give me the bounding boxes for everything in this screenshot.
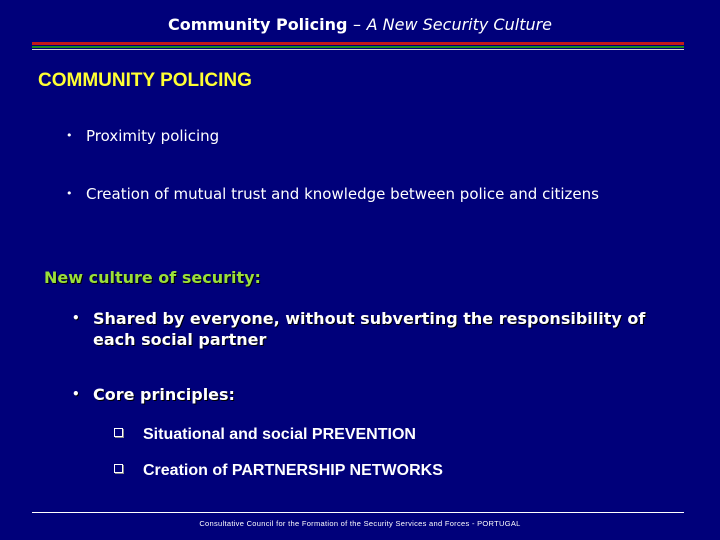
principle-text: Creation of PARTNERSHIP NETWORKS xyxy=(143,462,443,479)
list-item-text: Creation of mutual trust and knowledge between police and citizens xyxy=(86,185,599,203)
list-item-text: Proximity policing xyxy=(86,127,220,145)
list-item-text: Shared by everyone, without subverting the responsibility of each social partner xyxy=(93,309,646,349)
header-title-subtitle: A New Security Culture xyxy=(366,15,553,34)
footer-text: Consultative Council for the Formation of the Security Services and Forces - PORTUGAL xyxy=(199,519,521,528)
bullet-icon: • xyxy=(72,311,80,325)
principle-item xyxy=(114,426,416,444)
section-title: COMMUNITY POLICING xyxy=(38,70,252,91)
header-rule-green xyxy=(32,46,684,48)
square-bullet-icon xyxy=(114,428,123,437)
bullet-icon: • xyxy=(66,187,73,200)
new-culture-heading: New culture of security: xyxy=(44,268,261,287)
header-title-main: Community Policing xyxy=(167,15,348,34)
list-item xyxy=(66,185,599,203)
list-item xyxy=(66,127,219,145)
list-item xyxy=(72,308,653,350)
list-item-text: Core principles: xyxy=(93,385,235,404)
principle-text: Situational and social PREVENTION xyxy=(143,426,416,443)
slide-header-title xyxy=(0,15,720,34)
square-bullet-icon xyxy=(114,464,123,473)
principle-item xyxy=(114,462,443,480)
footer-rule xyxy=(32,512,684,513)
header-rule-white xyxy=(32,49,684,50)
bullet-icon: • xyxy=(72,387,80,401)
list-item xyxy=(72,384,653,405)
bullet-icon: • xyxy=(66,129,73,142)
header-title-dash: – xyxy=(353,15,362,34)
